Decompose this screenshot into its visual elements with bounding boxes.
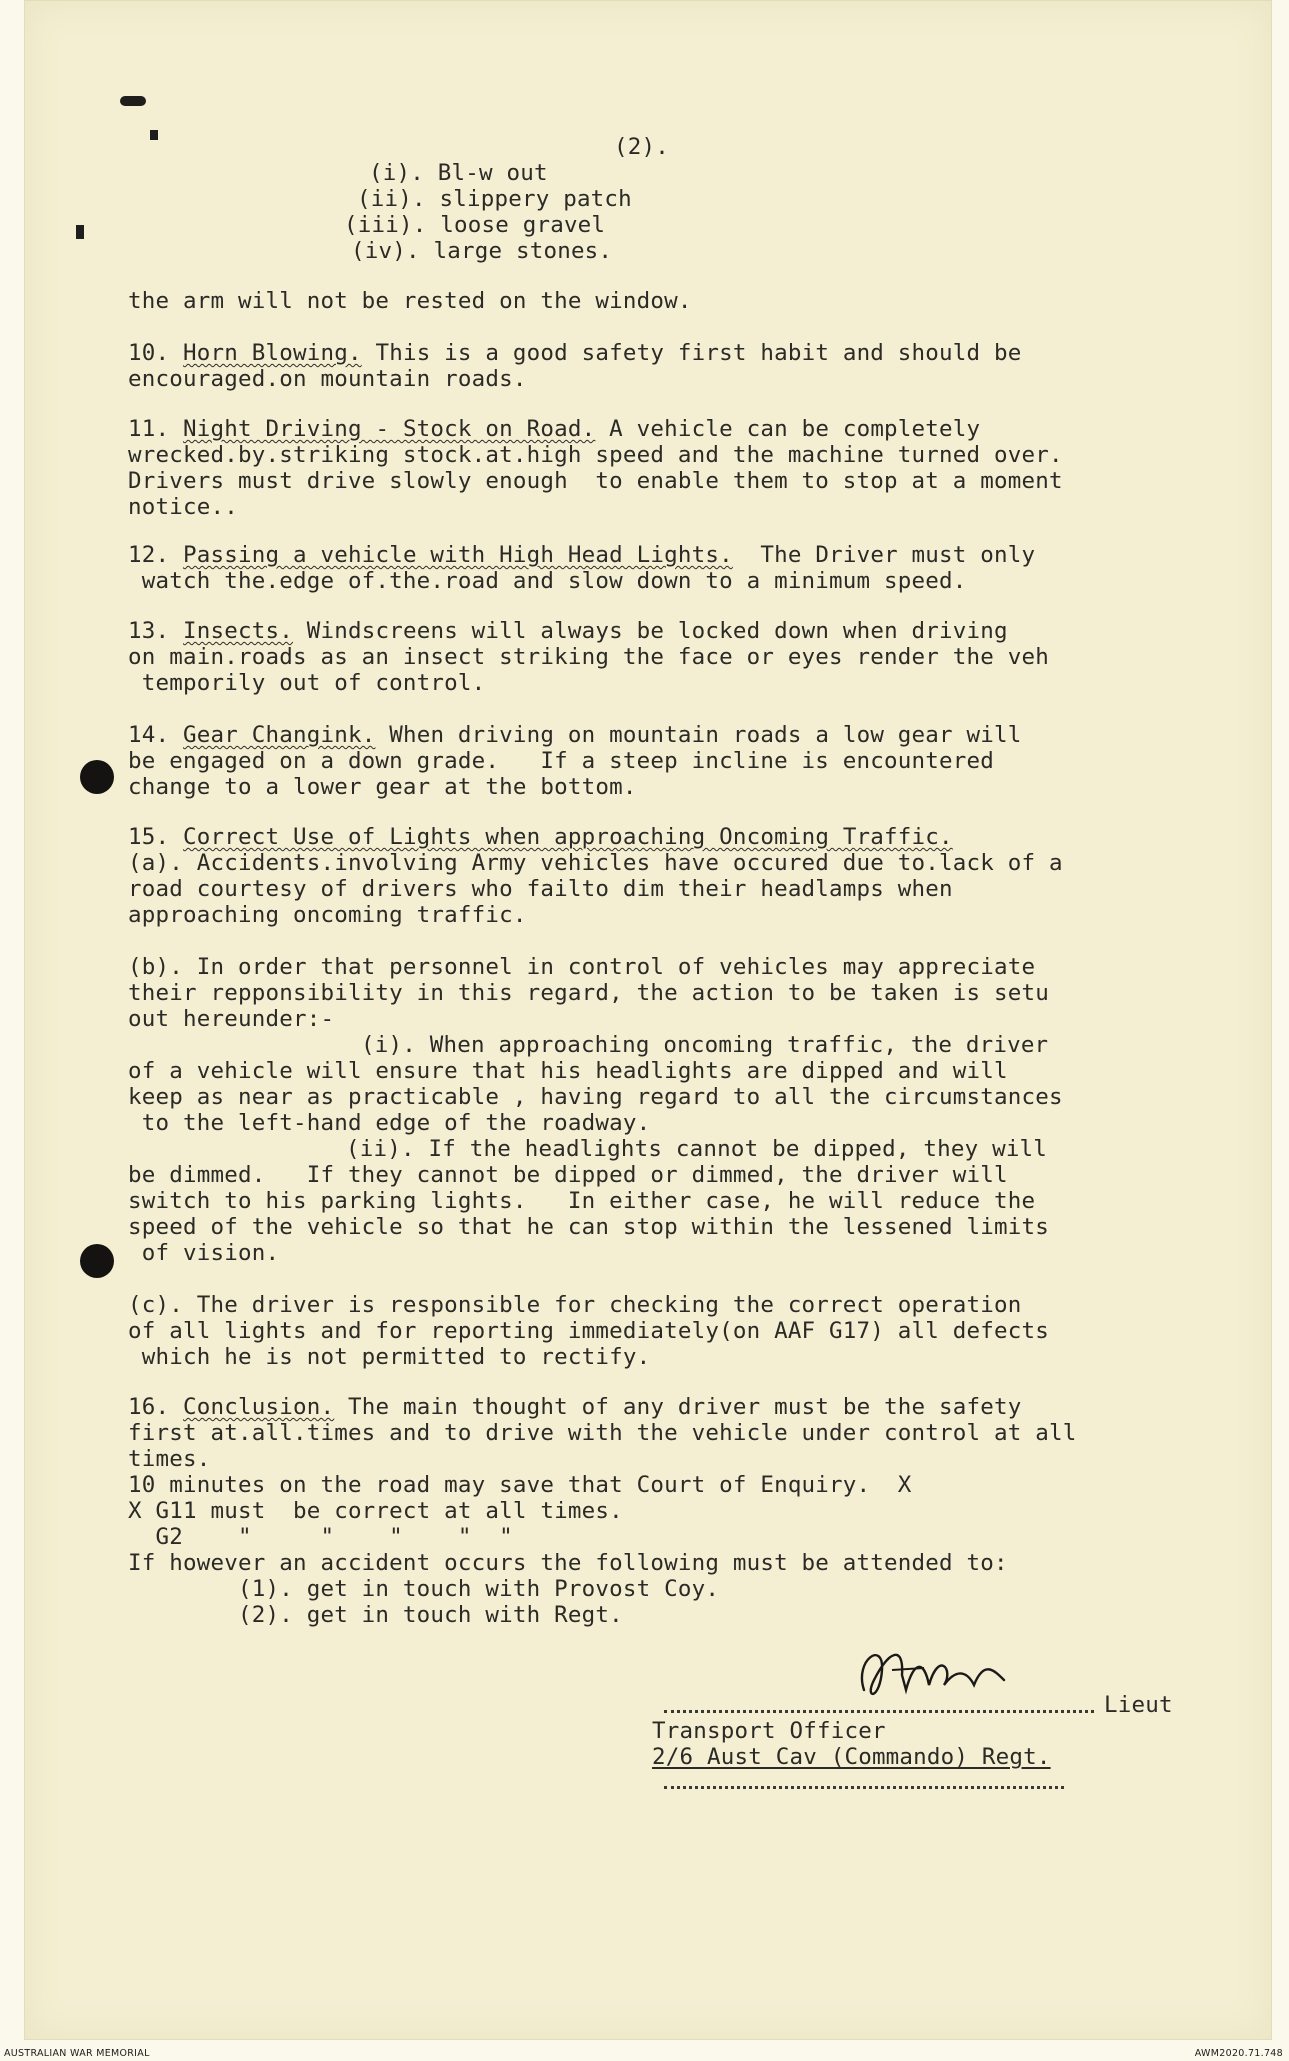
section-heading: Gear Changink. xyxy=(183,722,376,748)
punch-hole xyxy=(80,1244,114,1278)
body-text: on main.roads as an insect striking the face or eyes render the veh xyxy=(128,644,1049,670)
body-text: Windscreens will always be locked down when driving xyxy=(292,618,1008,644)
body-text: (i). When approaching oncoming traffic, the driver xyxy=(361,1032,1049,1058)
body-text: (2). get in touch with Regt. xyxy=(128,1602,623,1628)
body-text: 10 minutes on the road may save that Court of Enquiry. X xyxy=(128,1472,912,1498)
document-page xyxy=(24,0,1272,2040)
body-text: speed of the vehicle so that he can stop within the lessened limits xyxy=(128,1214,1049,1240)
ink-smudge xyxy=(76,225,84,239)
ink-smudge xyxy=(120,96,146,106)
body-text: X G11 must be correct at all times. xyxy=(128,1498,623,1524)
punch-hole xyxy=(80,760,114,794)
body-text: (1). get in touch with Provost Coy. xyxy=(128,1576,720,1602)
signature xyxy=(844,1630,1044,1720)
body-text: (ii). If the headlights cannot be dipped, they will xyxy=(346,1136,1048,1162)
body-text: Drivers must drive slowly enough to enable them to stop at a moment xyxy=(128,468,1063,494)
body-text: The Driver must only xyxy=(732,542,1036,568)
body-text: be dimmed. If they cannot be dipped or dimmed, the driver will xyxy=(128,1162,1008,1188)
dotted-rule xyxy=(664,1786,1064,1791)
body-text: watch the.edge of.the.road and slow down to a minimum speed. xyxy=(128,568,967,594)
body-text: to the left-hand edge of the roadway. xyxy=(128,1110,651,1136)
body-text: (a). Accidents.involving Army vehicles have occured due to.lack of a xyxy=(128,850,1063,876)
section-16 xyxy=(128,1394,1022,1420)
list-item: (i). Bl-w out xyxy=(369,160,548,186)
body-text: encouraged.on mountain roads. xyxy=(128,366,527,392)
body-text: be engaged on a down grade. If a steep incline is encountered xyxy=(128,748,995,774)
section-heading: Insects. xyxy=(183,618,293,644)
body-text: temporily out of control. xyxy=(128,670,486,696)
section-number: 10. xyxy=(128,340,170,366)
section-heading: Night Driving - Stock on Road. xyxy=(183,416,596,442)
section-number: 14. xyxy=(128,722,170,748)
section-15 xyxy=(128,824,953,850)
body-text: of vision. xyxy=(128,1240,280,1266)
body-text: which he is not permitted to rectify. xyxy=(128,1344,651,1370)
body-text: their repponsibility in this regard, the action to be taken is setu xyxy=(128,980,1049,1006)
body-text: road courtesy of drivers who failto dim their headlamps when xyxy=(128,876,953,902)
footer-right: AWM2020.71.748 xyxy=(1194,2048,1283,2059)
ink-smudge xyxy=(150,130,158,140)
body-text: of all lights and for reporting immediately(on AAF G17) all defects xyxy=(128,1318,1049,1344)
body-text: notice.. xyxy=(128,494,238,520)
signatory-title: Transport Officer xyxy=(652,1718,886,1744)
body-text: of a vehicle will ensure that his headlights are dipped and will xyxy=(128,1058,1008,1084)
body-text: the arm will not be rested on the window. xyxy=(128,288,692,314)
body-text: out hereunder:- xyxy=(128,1006,335,1032)
signatory-unit: 2/6 Aust Cav (Commando) Regt. xyxy=(652,1744,1051,1770)
body-text: If however an accident occurs the following must be attended to: xyxy=(128,1550,1008,1576)
list-item: (iii). loose gravel xyxy=(344,212,606,238)
body-text: change to a lower gear at the bottom. xyxy=(128,774,637,800)
list-item: (iv). large stones. xyxy=(351,238,613,264)
section-12 xyxy=(128,542,1035,568)
section-heading: Conclusion. xyxy=(183,1394,335,1420)
section-number: 15. xyxy=(128,824,170,850)
body-text: wrecked.by.striking stock.at.high speed and the machine turned over. xyxy=(128,442,1063,468)
section-number: 12. xyxy=(128,542,170,568)
section-heading: Correct Use of Lights when approaching Oncoming Traffic. xyxy=(183,824,953,850)
section-10 xyxy=(128,340,1022,366)
body-text: first at.all.times and to drive with the vehicle under control at all xyxy=(128,1420,1077,1446)
signature-line xyxy=(664,1710,1094,1715)
body-text: times. xyxy=(128,1446,211,1472)
page-number: (2). xyxy=(614,134,669,160)
section-number: 13. xyxy=(128,618,170,644)
body-text: The main thought of any driver must be the safety xyxy=(334,1394,1022,1420)
body-text: A vehicle can be completely xyxy=(595,416,981,442)
list-item: (ii). slippery patch xyxy=(357,186,632,212)
section-heading: Horn Blowing. xyxy=(183,340,362,366)
section-heading: Passing a vehicle with High Head Lights. xyxy=(183,542,733,568)
section-number: 16. xyxy=(128,1394,170,1420)
section-11 xyxy=(128,416,980,442)
body-text: (c). The driver is responsible for checking the correct operation xyxy=(128,1292,1022,1318)
footer-left: AUSTRALIAN WAR MEMORIAL xyxy=(4,2048,150,2059)
signatory-rank: Lieut xyxy=(1104,1692,1173,1718)
body-text: (b). In order that personnel in control of vehicles may appreciate xyxy=(128,954,1036,980)
section-14 xyxy=(128,722,1022,748)
body-text: approaching oncoming traffic. xyxy=(128,902,527,928)
section-number: 11. xyxy=(128,416,170,442)
body-text: switch to his parking lights. In either case, he will reduce the xyxy=(128,1188,1036,1214)
body-text: G2 " " " " " xyxy=(128,1524,513,1550)
body-text: This is a good safety first habit and should be xyxy=(361,340,1022,366)
body-text: When driving on mountain roads a low gear will xyxy=(375,722,1022,748)
body-text: keep as near as practicable , having regard to all the circumstances xyxy=(128,1084,1063,1110)
section-13 xyxy=(128,618,1008,644)
